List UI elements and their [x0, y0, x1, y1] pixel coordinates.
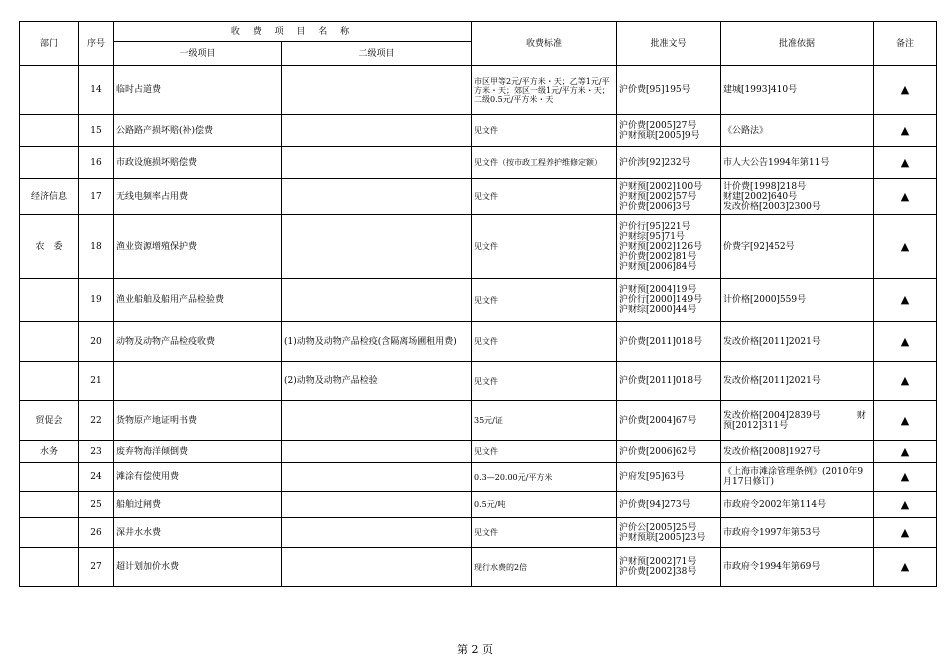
- basis-cell: 发改价格[2008]1927号: [721, 441, 874, 463]
- basis-cell: 计价格[2000]559号: [721, 279, 874, 322]
- level1-cell: 船舶过闸费: [114, 492, 282, 518]
- basis-cell: 市政府令2002年第114号: [721, 492, 874, 518]
- seq-cell: 16: [79, 147, 114, 179]
- approval-doc-cell: 沪价涉[92]232号: [617, 147, 721, 179]
- basis-cell: 市政府令1997年第53号: [721, 518, 874, 548]
- approval-doc-cell: 沪财预[2002]71号 沪价费[2002]38号: [617, 548, 721, 587]
- level2-cell: [282, 463, 472, 492]
- dept-cell: 农 委: [20, 215, 79, 279]
- level1-cell: 无线电频率占用费: [114, 179, 282, 215]
- approval-doc-cell: 沪价费[94]273号: [617, 492, 721, 518]
- remark-cell: ▲: [874, 401, 937, 441]
- header-level2: 二级项目: [282, 42, 472, 66]
- approval-doc-cell: 沪价行[95]221号 沪财综[95]71号 沪财预[2002]126号 沪价费[2002]81号 沪财预[2006]84号: [617, 215, 721, 279]
- remark-cell: ▲: [874, 518, 937, 548]
- remark-cell: ▲: [874, 492, 937, 518]
- table-row: [20, 115, 937, 147]
- level2-cell: [282, 401, 472, 441]
- basis-cell: 发改价格[2004]2839号 财预[2012]311号: [721, 401, 874, 441]
- level1-cell: 渔业船舶及船用产品检验费: [114, 279, 282, 322]
- standard-cell: 市区甲等2元/平方米・天；乙等1元/平方米・天；郊区一级1元/平方米・天；二级0.5元/平方米・天: [472, 66, 617, 115]
- standard-cell: 见文件: [472, 322, 617, 362]
- dept-cell: [20, 147, 79, 179]
- level2-cell: [282, 492, 472, 518]
- remark-cell: ▲: [874, 115, 937, 147]
- remark-cell: ▲: [874, 441, 937, 463]
- table-row: [20, 179, 937, 215]
- dept-cell: [20, 279, 79, 322]
- remark-cell: ▲: [874, 147, 937, 179]
- standard-cell: 见文件（按市政工程养护维修定额）: [472, 147, 617, 179]
- basis-cell: 价费字[92]452号: [721, 215, 874, 279]
- level1-cell: 滩涂有偿使用费: [114, 463, 282, 492]
- level2-cell: (1)动物及动物产品检疫(含隔离场圃租用费): [282, 322, 472, 362]
- table-row: [20, 492, 937, 518]
- header-standard: 收费标准: [472, 22, 617, 66]
- remark-cell: ▲: [874, 548, 937, 587]
- approval-doc-cell: 沪财预[2002]100号 沪财预[2002]57号 沪价费[2006]3号: [617, 179, 721, 215]
- seq-cell: 25: [79, 492, 114, 518]
- dept-cell: 水务: [20, 441, 79, 463]
- seq-cell: 14: [79, 66, 114, 115]
- header-item-name: 收 费 项 目 名 称: [114, 22, 472, 42]
- seq-cell: 21: [79, 362, 114, 401]
- standard-cell: 见文件: [472, 279, 617, 322]
- level2-cell: [282, 115, 472, 147]
- header-department: 部门: [20, 22, 79, 66]
- table-row: [20, 322, 937, 362]
- table-row: [20, 401, 937, 441]
- header-approval-doc: 批准文号: [617, 22, 721, 66]
- seq-cell: 18: [79, 215, 114, 279]
- table-row: [20, 362, 937, 401]
- dept-cell: [20, 115, 79, 147]
- approval-doc-cell: 沪财预[2004]19号 沪价行[2000]149号 沪财综[2000]44号: [617, 279, 721, 322]
- level2-cell: [282, 147, 472, 179]
- seq-cell: 23: [79, 441, 114, 463]
- level1-cell: 超计划加价水费: [114, 548, 282, 587]
- seq-cell: 27: [79, 548, 114, 587]
- seq-cell: 15: [79, 115, 114, 147]
- standard-cell: 见文件: [472, 215, 617, 279]
- dept-cell: [20, 518, 79, 548]
- level2-cell: (2)动物及动物产品检验: [282, 362, 472, 401]
- approval-doc-cell: 沪价费[95]195号: [617, 66, 721, 115]
- dept-cell: [20, 322, 79, 362]
- basis-cell: 《公路法》: [721, 115, 874, 147]
- seq-cell: 20: [79, 322, 114, 362]
- seq-cell: 17: [79, 179, 114, 215]
- level1-cell: 临时占道费: [114, 66, 282, 115]
- remark-cell: ▲: [874, 322, 937, 362]
- level2-cell: [282, 441, 472, 463]
- standard-cell: 0.3—20.00元/平方米: [472, 463, 617, 492]
- header-level1: 一级项目: [114, 42, 282, 66]
- level1-cell: 深井水水费: [114, 518, 282, 548]
- dept-cell: [20, 492, 79, 518]
- table-row: [20, 215, 937, 279]
- remark-cell: ▲: [874, 215, 937, 279]
- fee-table: [19, 21, 937, 587]
- level2-cell: [282, 179, 472, 215]
- basis-cell: 市政府令1994年第69号: [721, 548, 874, 587]
- standard-cell: 见文件: [472, 179, 617, 215]
- level2-cell: [282, 548, 472, 587]
- header-seq: 序号: [79, 22, 114, 66]
- standard-cell: 见文件: [472, 518, 617, 548]
- level2-cell: [282, 518, 472, 548]
- dept-cell: [20, 362, 79, 401]
- level2-cell: [282, 66, 472, 115]
- standard-cell: 见文件: [472, 362, 617, 401]
- approval-doc-cell: 沪府发[95]63号: [617, 463, 721, 492]
- basis-cell: 发改价格[2011]2021号: [721, 322, 874, 362]
- approval-doc-cell: 沪价费[2006]62号: [617, 441, 721, 463]
- table-row: [20, 463, 937, 492]
- level2-cell: [282, 215, 472, 279]
- level1-cell: 货物原产地证明书费: [114, 401, 282, 441]
- remark-cell: ▲: [874, 463, 937, 492]
- standard-cell: 0.5元/吨: [472, 492, 617, 518]
- level1-cell: 公路路产损坏赔(补)偿费: [114, 115, 282, 147]
- level2-cell: [282, 279, 472, 322]
- approval-doc-cell: 沪价费[2011]018号: [617, 322, 721, 362]
- dept-cell: 经济信息: [20, 179, 79, 215]
- approval-doc-cell: 沪价公[2005]25号 沪财预联[2005]23号: [617, 518, 721, 548]
- seq-cell: 26: [79, 518, 114, 548]
- level1-cell: [114, 362, 282, 401]
- table-row: [20, 147, 937, 179]
- header-basis: 批准依据: [721, 22, 874, 66]
- page-number: 第 2 页: [457, 643, 493, 656]
- approval-doc-cell: 沪价费[2004]67号: [617, 401, 721, 441]
- approval-doc-cell: 沪价费[2011]018号: [617, 362, 721, 401]
- level1-cell: 渔业资源增殖保护费: [114, 215, 282, 279]
- basis-cell: 发改价格[2011]2021号: [721, 362, 874, 401]
- level1-cell: 废弃物海洋倾倒费: [114, 441, 282, 463]
- level1-cell: 动物及动物产品检疫收费: [114, 322, 282, 362]
- standard-cell: 见文件: [472, 115, 617, 147]
- remark-cell: ▲: [874, 279, 937, 322]
- standard-cell: 现行水费的2倍: [472, 548, 617, 587]
- remark-cell: ▲: [874, 66, 937, 115]
- dept-cell: [20, 463, 79, 492]
- standard-cell: 35元/证: [472, 401, 617, 441]
- basis-cell: 计价费[1998]218号 财建[2002]640号 发改价格[2003]2300号: [721, 179, 874, 215]
- basis-cell: 《上海市滩涂管理条例》(2010年9月17日修订): [721, 463, 874, 492]
- seq-cell: 22: [79, 401, 114, 441]
- approval-doc-cell: 沪价费[2005]27号 沪财预联[2005]9号: [617, 115, 721, 147]
- table-row: [20, 441, 937, 463]
- header-remark: 备注: [874, 22, 937, 66]
- seq-cell: 19: [79, 279, 114, 322]
- dept-cell: [20, 548, 79, 587]
- dept-cell: [20, 66, 79, 115]
- remark-cell: ▲: [874, 179, 937, 215]
- dept-cell: 贸促会: [20, 401, 79, 441]
- table-row: [20, 66, 937, 115]
- seq-cell: 24: [79, 463, 114, 492]
- table-row: [20, 518, 937, 548]
- remark-cell: ▲: [874, 362, 937, 401]
- table-row: [20, 548, 937, 587]
- table-row: [20, 279, 937, 322]
- basis-cell: 建城[1993]410号: [721, 66, 874, 115]
- basis-cell: 市人大公告1994年第11号: [721, 147, 874, 179]
- level1-cell: 市政设施损坏赔偿费: [114, 147, 282, 179]
- standard-cell: 见文件: [472, 441, 617, 463]
